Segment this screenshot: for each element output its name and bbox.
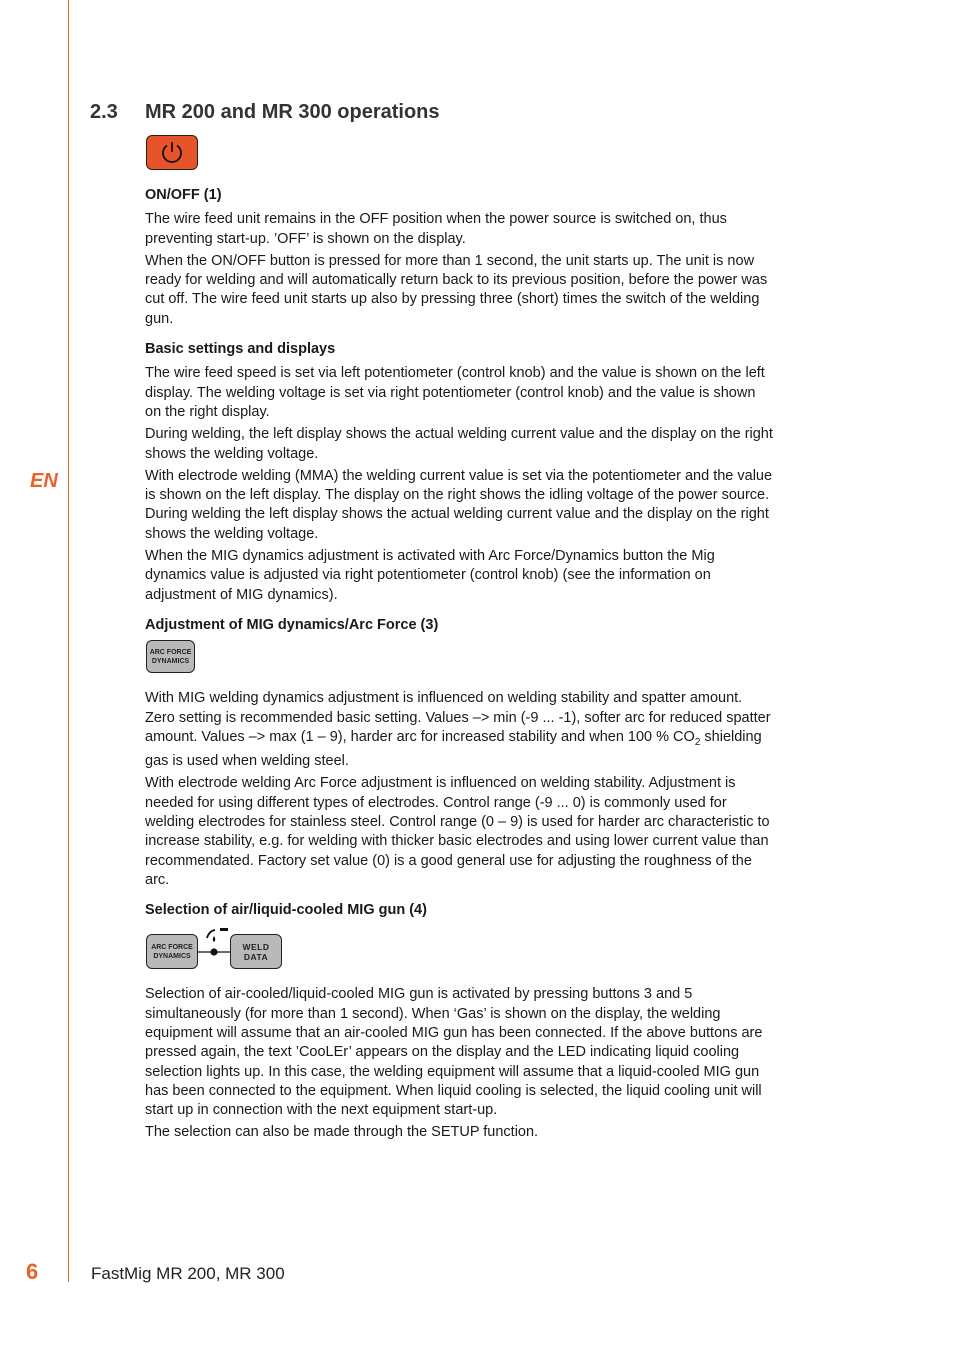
basic-settings-heading: Basic settings and displays (145, 341, 336, 358)
main-content (145, 135, 775, 1146)
onoff-paragraph: When the ON/OFF button is pressed for more than 1 second, the unit starts up. The unit is now ready for welding and will automatically return back to its previous position, before the power was cut off. The wire feed unit starts up also by pressing three (short) times the switch of the welding gun. (145, 252, 768, 327)
data-label: DATA (243, 951, 269, 962)
cooling-paragraph: The selection can also be made through the SETUP function. (145, 1124, 539, 1141)
dynamics-label: DYNAMICS (153, 952, 191, 960)
power-button-image (146, 135, 198, 170)
basic-paragraph: During welding, the left display shows the actual welding current value and the display on the right shows the welding voltage. (145, 426, 773, 462)
basic-paragraph: The wire feed speed is set via left potentiometer (control knob) and the value is shown on the left display. The welding voltage is set via right potentiometer (control knob) and the value is shown on the right display. (145, 365, 765, 420)
footer-title: FastMig MR 200, MR 300 (91, 1264, 285, 1283)
dynamics-paragraph: With MIG welding dynamics adjustment is influenced on welding stability and spatter amount. Zero setting is recommended basic setting. Values –> min (-9 ... -1), softer arc for reduced spatter amount. Values –> max (1 – 9), harder arc for increased stability and when 100 % $CO_2$ shielding gas is used when welding steel. (145, 690, 771, 770)
weld-data-button-image (230, 934, 282, 969)
cooling-heading: Selection of air/liquid-cooled MIG gun (4) (145, 902, 427, 919)
dynamics-heading: Adjustment of MIG dynamics/Arc Force (3) (145, 616, 439, 633)
arc-force-button-image (146, 934, 198, 969)
basic-paragraph: When the MIG dynamics adjustment is activated with Arc Force/Dynamics button the Mig dynamics value is adjusted via right potentiometer (control knob) (see the information on adjustment of MIG dynamics). (145, 548, 715, 603)
button-combination-image (146, 925, 775, 969)
onoff-paragraph: The wire feed unit remains in the OFF position when the power source is switched on, thus preventing start-up. ’OFF’ is shown on the display. (145, 211, 727, 247)
cooling-paragraph: Selection of air-cooled/liquid-cooled MIG gun is activated by pressing buttons 3 and 5 simultaneously (for more than 1 second). When ‘Gas’ is shown on the display, the welding equipment will assume that an air-cooled MIG gun has been connected. If the above buttons are pressed again, the text ’CooLEr’ appears on the display and the LED indicating liquid cooling selection lights up. In this case, the welding equipment will assume that a liquid-cooled MIG gun has been connected to the equipment. When liquid cooling is selected, the liquid cooling unit will start up in connection with the next equipment start-up. (145, 986, 763, 1119)
dynamics-label: DYNAMICS (151, 657, 190, 665)
section-heading (90, 101, 440, 124)
onoff-heading: ON/OFF (1) (145, 187, 222, 203)
section-number: 2.3 (90, 101, 118, 123)
liquid-cooling-led-icon (198, 925, 230, 969)
margin-rule (68, 0, 69, 1282)
page-number: 6 (26, 1259, 39, 1284)
language-tag: EN (30, 470, 58, 492)
weld-label: WELD (242, 941, 270, 952)
power-icon (159, 139, 185, 165)
basic-paragraph: With electrode welding (MMA) the welding current value is set via the potentiometer and the value is shown on the left display. The display on the right shows the idling voltage of the power source. During welding the left display shows the actual welding current value and the display on the right shows the welding voltage. (145, 467, 773, 542)
section-title: MR 200 and MR 300 operations (145, 101, 440, 123)
arc-force-label: ARC FORCE (151, 943, 193, 951)
dynamics-paragraph: With electrode welding Arc Force adjustment is influenced on welding stability. Adjustment is needed for using different types of electrodes. Control range (-9 ... 0) is commonly used for welding electrodes for stainless steel. Control range (0 – 9) is used for harder arc characteristic to increase stability, e.g. for welding with thicker basic electrodes and using lower current value than recommendated. Factory set value (0) is a good general use for adjusting the roughness of the arc. (145, 775, 770, 888)
arc-force-label: ARC FORCE (149, 648, 192, 656)
arc-force-button-image (146, 640, 195, 673)
